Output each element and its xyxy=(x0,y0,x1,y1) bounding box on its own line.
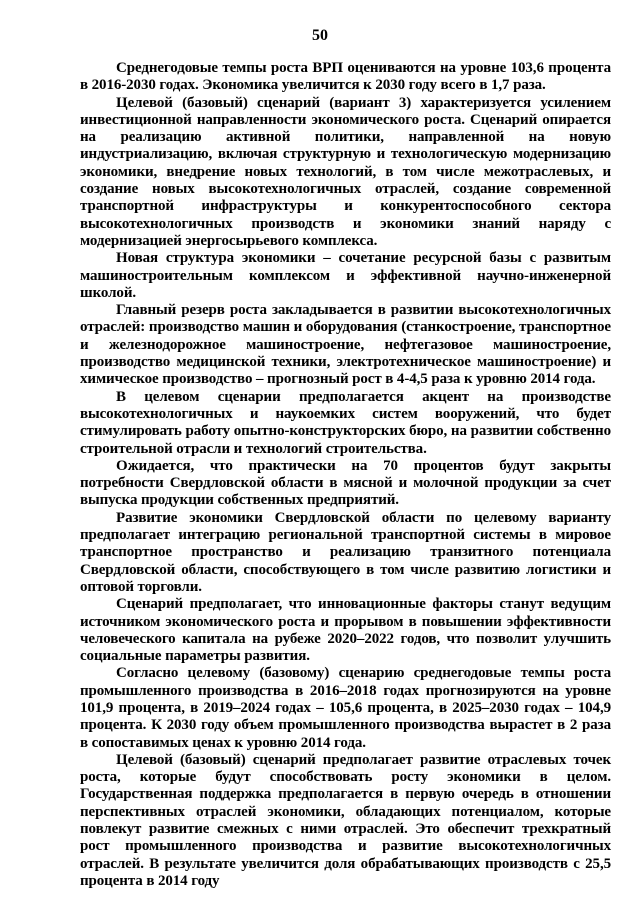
paragraph-9: Согласно целевому (базовому) сценарию среднегодовые темпы роста промышленного производства в 2016–2018 годах прогнозируются на уровне 101,9 процента, в 2019–2024 годах – 105,6 процента, в 2025–2030 годах – 104,9 процента. К 2030 году объем промышленного производства вырастет в 2 раза в сопоставимых ценах к уровню 2014 года. xyxy=(80,665,611,751)
paragraph-3: Новая структура экономики – сочетание ресурсной базы с развитым машиностроительным комплексом и эффективной научно-инженерной школой. xyxy=(80,250,611,301)
paragraph-7: Развитие экономики Свердловской области по целевому варианту предполагает интеграцию региональной транспортной системы в мировое транспортное пространство и реализацию транзитного потенциала Свердловской области, способствующего в том числе развитию логистики и оптовой торговли. xyxy=(80,509,611,595)
paragraph-1: Среднегодовые темпы роста ВРП оцениваются на уровне 103,6 процента в 2016-2030 годах. Экономика увеличится к 2030 году всего в 1,7 раза. xyxy=(80,60,611,94)
page-number: 50 xyxy=(312,27,328,44)
paragraph-5: В целевом сценарии предполагается акцент на производстве высокотехнологичных и наукоемких систем вооружений, что будет стимулировать работу опытно-конструкторских бюро, на развитии собственно строительной отрасли и технологий строительства. xyxy=(80,388,611,457)
paragraph-2: Целевой (базовый) сценарий (вариант 3) характеризуется усилением инвестиционной направленности экономического роста. Сценарий опирается на реализацию активной политики, направленной на новую индустриализацию, включая структурную и технологическую модернизацию экономики, внедрение новых технологий, в том числе межотраслевых, и создание новых высокотехнологичных отраслей, создание современной транспортной инфраструктуры и конкурентоспособного сектора высокотехнологичных производств и экономики знаний наряду с модернизацией энергосырьевого комплекса. xyxy=(80,94,611,249)
paragraph-8: Сценарий предполагает, что инновационные факторы станут ведущим источником экономического роста и прорывом в повышении эффективности человеческого капитала на рубеже 2020–2022 годов, что позволит улучшить социальные параметры развития. xyxy=(80,596,611,665)
document-body xyxy=(80,60,611,890)
paragraph-6: Ожидается, что практически на 70 процентов будут закрыты потребности Свердловской области в мясной и молочной продукции за счет выпуска продукции собственных предприятий. xyxy=(80,457,611,509)
paragraph-4: Главный резерв роста закладывается в развитии высокотехнологичных отраслей: производство машин и оборудования (станкостроение, транспортное и железнодорожное машиностроение, нефтегазовое машиностроение, производство медицинской техники, электротехническое машиностроение) и химическое производство – прогнозный рост в 4-4,5 раза к уровню 2014 года. xyxy=(80,302,611,388)
paragraph-10: Целевой (базовый) сценарий предполагает развитие отраслевых точек роста, которые будут способствовать росту экономики в целом. Государственная поддержка предполагается в первую очередь в отношении перспективных отраслей экономики, обладающих потенциалом, которые повлекут развитие смежных с ними отраслей. Это обеспечит трехкратный рост промышленного производства и развитие высокотехнологичных отраслей. В результате увеличится доля обрабатывающих производств с 25,5 процента в 2014 году xyxy=(80,751,611,889)
